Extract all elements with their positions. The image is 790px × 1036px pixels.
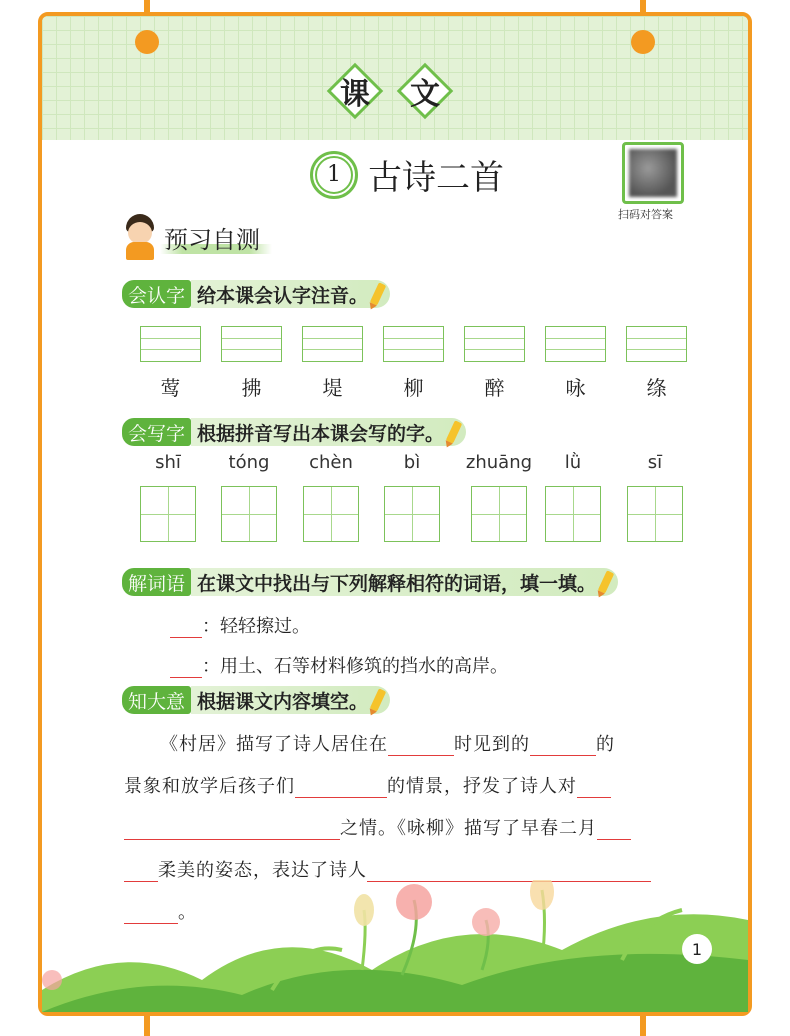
section-words — [122, 568, 618, 596]
char-label: 绦 — [646, 376, 667, 400]
tian-grid-box[interactable] — [140, 486, 196, 542]
answer-blank[interactable] — [124, 862, 158, 882]
binder-line-bottom-left — [144, 1016, 150, 1036]
answer-blank[interactable] — [170, 658, 202, 678]
definition-row — [170, 652, 508, 678]
instruction-text: 给本课会认字注音。 — [197, 284, 369, 307]
answer-blank[interactable] — [530, 736, 596, 756]
student-mascot-icon — [120, 214, 160, 260]
definition-text: ：用土、石等材料修筑的挡水的高岸。 — [202, 656, 508, 677]
answer-blank[interactable] — [388, 736, 454, 756]
pinyin-label: chèn — [309, 452, 353, 473]
section-badge: 会写字 — [122, 418, 191, 446]
section-instruction — [191, 418, 466, 446]
char-label: 咏 — [565, 376, 586, 400]
tian-grid-box[interactable] — [384, 486, 440, 542]
lesson-heading — [310, 150, 504, 199]
pinyin-item — [383, 326, 444, 401]
title-char: 课 — [340, 77, 370, 112]
answer-blank[interactable] — [170, 618, 202, 638]
pinyin-label: shī — [155, 452, 181, 473]
answer-blank[interactable] — [124, 820, 340, 840]
pinyin-label: sī — [647, 452, 663, 473]
pinyin-input-box[interactable] — [140, 326, 201, 362]
pinyin-input-box[interactable] — [545, 326, 606, 362]
pinyin-labels — [128, 452, 698, 480]
pinyin-label: bì — [403, 452, 421, 473]
pinyin-label: tóng — [228, 452, 270, 473]
tian-grid-box[interactable] — [627, 486, 683, 542]
section-instruction — [191, 280, 390, 308]
fill-line — [124, 772, 611, 798]
tian-grid-box[interactable] — [471, 486, 527, 542]
pinyin-box-row — [140, 326, 687, 401]
preview-label: 预习自测 — [160, 218, 272, 257]
instruction-text: 根据拼音写出本课会写的字。 — [197, 422, 445, 445]
section-badge: 会认字 — [122, 280, 191, 308]
pinyin-label: zhuāng — [465, 452, 533, 473]
section-instruction — [191, 568, 618, 596]
fill-line — [124, 814, 631, 840]
tian-grid-row — [128, 486, 698, 546]
title-diamond — [396, 62, 454, 120]
qr-code[interactable] — [622, 142, 684, 204]
tian-grid-box[interactable] — [545, 486, 601, 542]
fill-text: 《村居》描写了诗人居住在 — [160, 734, 388, 755]
meadow-decoration — [42, 880, 748, 1012]
char-label: 堤 — [322, 376, 343, 400]
pinyin-item — [221, 326, 282, 401]
write-grid-row — [128, 452, 698, 546]
answer-blank[interactable] — [577, 778, 611, 798]
char-label: 莺 — [160, 376, 181, 400]
pinyin-input-box[interactable] — [464, 326, 525, 362]
pencil-icon — [446, 420, 463, 443]
section-badge: 知大意 — [122, 686, 191, 714]
definition-row — [170, 612, 310, 638]
char-label: 拂 — [241, 376, 262, 400]
section-meaning — [122, 686, 390, 714]
page-title — [326, 62, 454, 120]
page-number: 1 — [682, 934, 712, 964]
pinyin-item — [140, 326, 201, 401]
pinyin-label: lǜ — [564, 452, 582, 473]
pinyin-input-box[interactable] — [626, 326, 687, 362]
fill-text: 之情。《咏柳》描写了早春二月 — [340, 818, 597, 839]
fill-text: 的情景，抒发了诗人对 — [387, 776, 577, 797]
answer-blank[interactable] — [295, 778, 387, 798]
answer-blank[interactable] — [367, 862, 651, 882]
definition-text: ：轻轻擦过。 — [202, 616, 310, 637]
title-char: 文 — [410, 77, 440, 112]
pinyin-input-box[interactable] — [221, 326, 282, 362]
instruction-text: 在课文中找出与下列解释相符的词语，填一填。 — [197, 572, 597, 595]
section-write — [122, 418, 466, 446]
pencil-icon — [370, 282, 387, 305]
binder-ring-right — [631, 30, 655, 54]
char-label: 醉 — [484, 376, 505, 400]
char-label: 柳 — [403, 376, 424, 400]
qr-caption: 扫码对答案 — [618, 208, 673, 221]
tian-grid-box[interactable] — [303, 486, 359, 542]
section-recognize — [122, 280, 390, 308]
binder-line-bottom-right — [640, 1016, 646, 1036]
binder-ring-left — [135, 30, 159, 54]
preview-heading — [120, 214, 272, 260]
lesson-number-badge — [310, 151, 358, 199]
fill-text: 时见到的 — [454, 734, 530, 755]
pencil-icon — [598, 570, 615, 593]
pinyin-item — [626, 326, 687, 401]
pencil-icon — [370, 688, 387, 711]
pinyin-item — [464, 326, 525, 401]
tian-grid-box[interactable] — [221, 486, 277, 542]
pinyin-input-box[interactable] — [302, 326, 363, 362]
fill-text: 。 — [178, 902, 197, 923]
fill-line — [160, 730, 615, 756]
instruction-text: 根据课文内容填空。 — [197, 690, 369, 713]
lesson-number: 1 — [315, 156, 353, 194]
title-diamond — [326, 62, 384, 120]
pinyin-item — [302, 326, 363, 401]
fill-text: 的 — [596, 734, 615, 755]
fill-line — [124, 856, 651, 882]
pinyin-item — [545, 326, 606, 401]
pinyin-input-box[interactable] — [383, 326, 444, 362]
section-badge: 解词语 — [122, 568, 191, 596]
answer-blank[interactable] — [597, 820, 631, 840]
lesson-title: 古诗二首 — [368, 158, 504, 198]
fill-text: 景象和放学后孩子们 — [124, 776, 295, 797]
fill-text: 柔美的姿态，表达了诗人 — [158, 860, 367, 881]
section-instruction — [191, 686, 390, 714]
